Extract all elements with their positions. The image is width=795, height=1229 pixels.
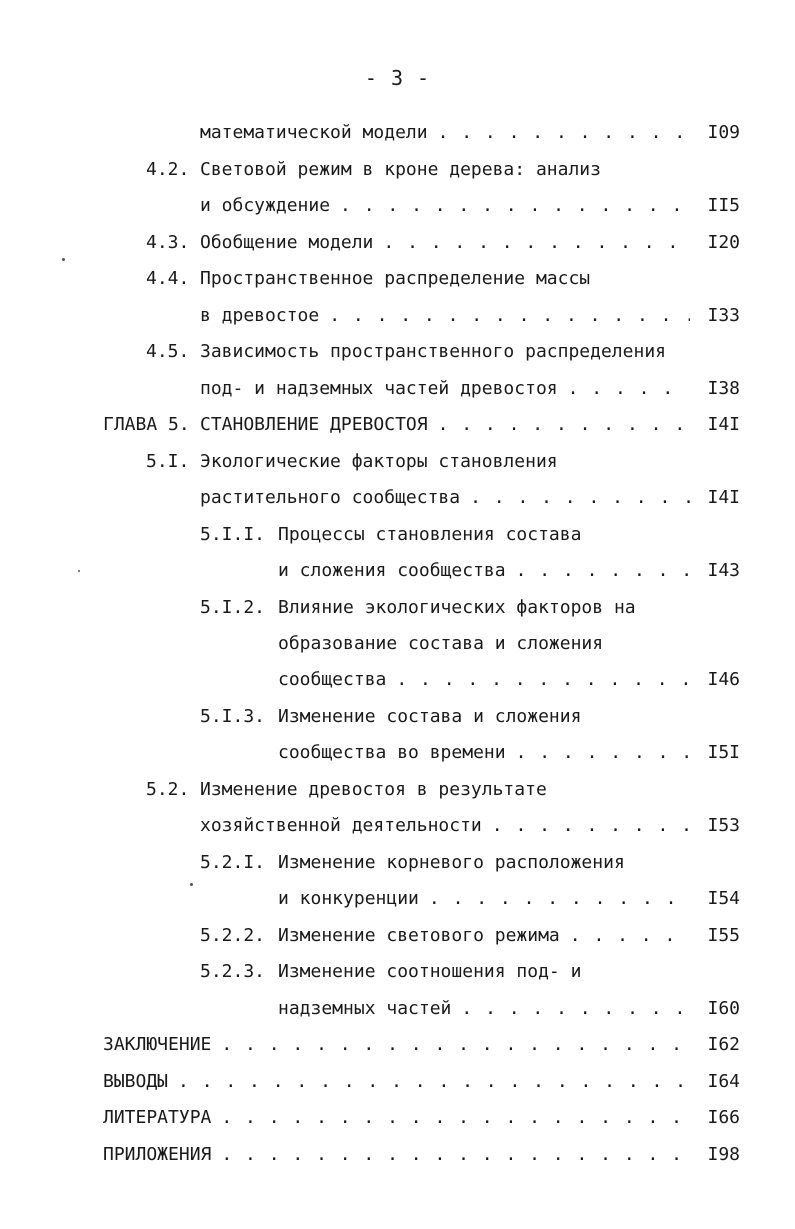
toc-entry bbox=[278, 738, 740, 768]
toc-entry bbox=[146, 155, 740, 185]
toc-entry bbox=[200, 520, 740, 550]
toc-entry-title: сообщества bbox=[278, 669, 387, 690]
toc-entry-number: 5.2.I. bbox=[200, 852, 266, 873]
toc-entry bbox=[200, 848, 740, 878]
scan-speck bbox=[62, 258, 65, 261]
toc-entry bbox=[146, 264, 740, 294]
toc-entry-title: ПРИЛОЖЕНИЯ bbox=[103, 1144, 212, 1165]
toc-entry-number: 4.3. bbox=[146, 232, 190, 253]
toc-entry bbox=[278, 629, 740, 659]
toc-entry-number: 4.4. bbox=[146, 268, 190, 289]
toc-entry-title: ВЫВОДЫ bbox=[103, 1071, 169, 1092]
dot-leader bbox=[438, 118, 690, 148]
toc-entry-page: I33 bbox=[707, 305, 740, 326]
toc-entry-title: ЛИТЕРАТУРА bbox=[103, 1107, 212, 1128]
scan-speck bbox=[190, 883, 193, 886]
toc-entry-chapter bbox=[103, 410, 740, 440]
toc-entry-title: Влияние экологических факторов на bbox=[278, 597, 636, 618]
toc-entry bbox=[146, 228, 740, 258]
toc-entry-title: ЗАКЛЮЧЕНИЕ bbox=[103, 1034, 212, 1055]
toc-entry-number: 4.2. bbox=[146, 159, 190, 180]
dot-leader bbox=[470, 483, 690, 513]
toc-entry-title: СТАНОВЛЕНИЕ ДРЕВОСТОЯ bbox=[200, 414, 428, 435]
page-number: - 3 - bbox=[364, 66, 431, 90]
toc-entry-title: Изменение светового режима bbox=[278, 925, 560, 946]
toc-entry bbox=[278, 994, 740, 1024]
toc-entry-title: образование состава и сложения bbox=[278, 633, 604, 654]
toc-entry bbox=[146, 337, 740, 367]
toc-entry-page: I62 bbox=[707, 1034, 740, 1055]
toc-entry-number: 5.2.3. bbox=[200, 961, 266, 982]
toc-entry bbox=[278, 665, 740, 695]
toc-entry bbox=[200, 191, 740, 221]
toc-entry-page: I98 bbox=[707, 1144, 740, 1165]
toc-entry-title: Процессы становления состава bbox=[278, 524, 582, 545]
toc-entry-title: Обобщение модели bbox=[200, 232, 374, 253]
toc-entry-title: надземных частей bbox=[278, 998, 452, 1019]
toc-entry-page: I66 bbox=[707, 1107, 740, 1128]
toc-entry-number: 5.I. bbox=[146, 451, 190, 472]
toc-entry-number: 5.2.2. bbox=[200, 925, 266, 946]
dot-leader bbox=[383, 228, 690, 258]
toc-entry-title: растительного сообщества bbox=[200, 487, 461, 508]
toc-entry-title: в древостое bbox=[200, 305, 320, 326]
toc-entry bbox=[278, 556, 740, 586]
toc-entry-page: I4I bbox=[707, 414, 740, 435]
toc-entry-number: 4.5. bbox=[146, 341, 190, 362]
toc-entry-title: сообщества во времени bbox=[278, 742, 506, 763]
toc-entry bbox=[200, 957, 740, 987]
toc-entry-page: I4I bbox=[707, 487, 740, 508]
toc-entry-title: Экологические факторы становления bbox=[200, 451, 558, 472]
toc-entry bbox=[146, 775, 740, 805]
scan-speck bbox=[78, 570, 80, 572]
toc-entry-title: Изменение состава и сложения bbox=[278, 706, 582, 727]
toc-entry bbox=[200, 702, 740, 732]
toc-entry-title: под- и надземных частей древостоя bbox=[200, 378, 558, 399]
toc-entry-number: 5.I.2. bbox=[200, 597, 266, 618]
toc-entry-number: 5.2. bbox=[146, 779, 190, 800]
dot-leader bbox=[568, 374, 690, 404]
toc-entry-page: I54 bbox=[707, 888, 740, 909]
toc-entry-page: II5 bbox=[707, 195, 740, 216]
dot-leader bbox=[340, 191, 690, 221]
toc-entry bbox=[200, 301, 740, 331]
toc-entry bbox=[200, 374, 740, 404]
dot-leader bbox=[570, 921, 690, 951]
toc-entry-page: I09 bbox=[707, 122, 740, 143]
toc-entry-number: 5.I.I. bbox=[200, 524, 266, 545]
dot-leader bbox=[178, 1067, 690, 1097]
dot-leader bbox=[221, 1030, 690, 1060]
toc-entry-title: Световой режим в кроне дерева: анализ bbox=[200, 159, 601, 180]
toc-entry-title: и обсуждение bbox=[200, 195, 331, 216]
toc-entry-section bbox=[103, 1140, 740, 1170]
dot-leader bbox=[461, 994, 690, 1024]
toc-entry bbox=[200, 483, 740, 513]
toc-entry-page: I46 bbox=[707, 669, 740, 690]
toc-entry-section bbox=[103, 1067, 740, 1097]
toc-entry-page: I43 bbox=[707, 560, 740, 581]
toc-entry bbox=[200, 118, 740, 148]
toc-entry-page: I38 bbox=[707, 378, 740, 399]
toc-entry-title: хозяйственной деятельности bbox=[200, 815, 482, 836]
toc-entry-page: I64 bbox=[707, 1071, 740, 1092]
toc-entry-page: I53 bbox=[707, 815, 740, 836]
dot-leader bbox=[516, 738, 690, 768]
toc-entry-section bbox=[103, 1103, 740, 1133]
toc-entry bbox=[200, 593, 740, 623]
toc-entry bbox=[278, 884, 740, 914]
toc-entry-page: I55 bbox=[707, 925, 740, 946]
dot-leader bbox=[516, 556, 690, 586]
toc-entry-page: I60 bbox=[707, 998, 740, 1019]
toc-entry-title: и конкуренции bbox=[278, 888, 419, 909]
toc-entry-number: ГЛАВА 5. bbox=[103, 414, 190, 435]
toc-entry-title: Изменение корневого расположения bbox=[278, 852, 625, 873]
dot-leader bbox=[221, 1140, 690, 1170]
dot-leader bbox=[438, 410, 690, 440]
toc-entry-number: 5.I.3. bbox=[200, 706, 266, 727]
toc-entry-title: и сложения сообщества bbox=[278, 560, 506, 581]
toc-entry-title: Изменение древостоя в результате bbox=[200, 779, 547, 800]
dot-leader bbox=[492, 811, 690, 841]
dot-leader bbox=[329, 301, 690, 331]
toc-entry bbox=[200, 921, 740, 951]
toc-entry-title: Зависимость пространственного распределения bbox=[200, 341, 666, 362]
dot-leader bbox=[429, 884, 690, 914]
toc-entry-title: Изменение соотношения под- и bbox=[278, 961, 582, 982]
toc-entry-page: I5I bbox=[707, 742, 740, 763]
toc-entry-page: I20 bbox=[707, 232, 740, 253]
toc-entry bbox=[200, 811, 740, 841]
toc-entry-title: математической модели bbox=[200, 122, 428, 143]
toc-entry-section bbox=[103, 1030, 740, 1060]
toc-entry-title: Пространственное распределение массы bbox=[200, 268, 591, 289]
dot-leader bbox=[396, 665, 690, 695]
toc-entry bbox=[146, 447, 740, 477]
dot-leader bbox=[221, 1103, 690, 1133]
